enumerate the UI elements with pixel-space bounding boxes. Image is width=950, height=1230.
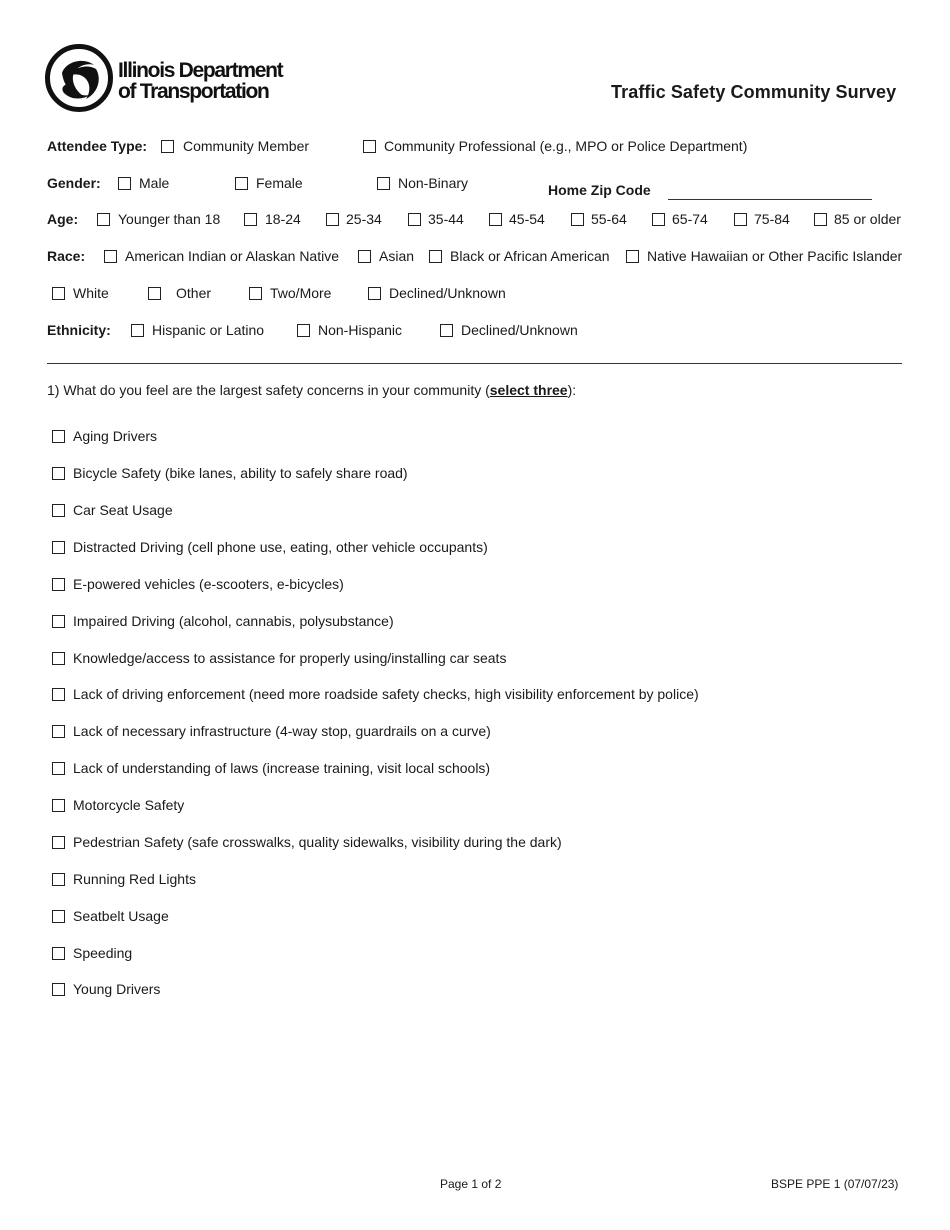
checkbox-q1-option[interactable] (52, 947, 65, 960)
option-label: American Indian or Alaskan Native (125, 248, 339, 264)
ethnicity-label: Ethnicity: (47, 322, 111, 338)
checkbox-age-35-44[interactable] (408, 213, 421, 226)
option-label: Native Hawaiian or Other Pacific Islander (647, 248, 903, 264)
logo-line-2: of Transportation (118, 80, 269, 103)
option-label: White (73, 285, 109, 301)
option-label: Declined/Unknown (389, 285, 506, 301)
checkbox-age-75-84[interactable] (734, 213, 747, 226)
checkbox-q1-option[interactable] (52, 430, 65, 443)
checkbox-race-two-more[interactable] (249, 287, 262, 300)
logo-wordmark (118, 60, 282, 102)
option-label: Community Professional (e.g., MPO or Police Department) (384, 138, 748, 154)
checkbox-race-native-hawaiian[interactable] (626, 250, 639, 263)
checkbox-age-under-18[interactable] (97, 213, 110, 226)
gender-label: Gender: (47, 175, 101, 191)
checkbox-q1-option[interactable] (52, 873, 65, 886)
q1-option-label: Lack of understanding of laws (increase training, visit local schools) (73, 760, 491, 776)
q1-option-label: Impaired Driving (alcohol, cannabis, polysubstance) (73, 613, 394, 629)
checkbox-age-18-24[interactable] (244, 213, 257, 226)
option-label: Two/More (270, 285, 332, 301)
checkbox-gender-non-binary[interactable] (377, 177, 390, 190)
home-zip-label: Home Zip Code (548, 182, 651, 198)
checkbox-race-asian[interactable] (358, 250, 371, 263)
question-1-emphasis: select three (489, 382, 568, 398)
q1-option-label: Motorcycle Safety (73, 797, 185, 813)
checkbox-race-black[interactable] (429, 250, 442, 263)
checkbox-gender-female[interactable] (235, 177, 248, 190)
checkbox-q1-option[interactable] (52, 725, 65, 738)
race-label: Race: (47, 248, 86, 264)
idot-logo-icon (44, 43, 114, 113)
q1-option-label: Lack of necessary infrastructure (4-way stop, guardrails on a curve) (73, 723, 491, 739)
q1-option-label: Speeding (73, 945, 133, 961)
section-divider (47, 363, 902, 364)
checkbox-race-other[interactable] (148, 287, 161, 300)
checkbox-race-white[interactable] (52, 287, 65, 300)
checkbox-age-55-64[interactable] (571, 213, 584, 226)
page-number: Page 1 of 2 (440, 1177, 502, 1191)
option-label: 45-54 (509, 211, 545, 227)
option-label: Other (176, 285, 212, 301)
option-label: 75-84 (754, 211, 790, 227)
home-zip-field[interactable] (668, 199, 872, 200)
option-label: 85 or older (834, 211, 901, 227)
q1-option-label: Seatbelt Usage (73, 908, 169, 924)
option-label: Younger than 18 (118, 211, 221, 227)
checkbox-race-declined[interactable] (368, 287, 381, 300)
q1-option-label: Aging Drivers (73, 428, 158, 444)
question-1-prompt (47, 382, 576, 398)
checkbox-ethnicity-hispanic[interactable] (131, 324, 144, 337)
option-label: Asian (379, 248, 415, 264)
option-label: 65-74 (672, 211, 708, 227)
checkbox-q1-option[interactable] (52, 652, 65, 665)
checkbox-ethnicity-non-hispanic[interactable] (297, 324, 310, 337)
checkbox-q1-option[interactable] (52, 762, 65, 775)
checkbox-q1-option[interactable] (52, 541, 65, 554)
checkbox-q1-option[interactable] (52, 799, 65, 812)
option-label: Hispanic or Latino (152, 322, 265, 338)
q1-option-label: Distracted Driving (cell phone use, eating, other vehicle occupants) (73, 539, 488, 555)
checkbox-age-45-54[interactable] (489, 213, 502, 226)
checkbox-q1-option[interactable] (52, 688, 65, 701)
checkbox-age-25-34[interactable] (326, 213, 339, 226)
q1-option-label: Running Red Lights (73, 871, 196, 887)
checkbox-q1-option[interactable] (52, 578, 65, 591)
question-1-prefix: 1) What do you feel are the largest safety concerns in your community ( (47, 382, 490, 398)
checkbox-q1-option[interactable] (52, 836, 65, 849)
page-title: Traffic Safety Community Survey (611, 82, 897, 102)
q1-option-label: Bicycle Safety (bike lanes, ability to safely share road) (73, 465, 408, 481)
checkbox-q1-option[interactable] (52, 910, 65, 923)
option-label: Non-Binary (398, 175, 469, 191)
checkbox-q1-option[interactable] (52, 983, 65, 996)
question-1-suffix: ): (567, 382, 577, 398)
option-label: Community Member (183, 138, 310, 154)
checkbox-q1-option[interactable] (52, 615, 65, 628)
form-id: BSPE PPE 1 (07/07/23) (771, 1177, 899, 1191)
logo-line-1: Illinois Department (118, 59, 283, 82)
checkbox-gender-male[interactable] (118, 177, 131, 190)
option-label: 18-24 (265, 211, 301, 227)
q1-option-label: Car Seat Usage (73, 502, 173, 518)
q1-option-label: Young Drivers (73, 981, 161, 997)
checkbox-attendee-community-professional[interactable] (363, 140, 376, 153)
checkbox-attendee-community-member[interactable] (161, 140, 174, 153)
checkbox-age-65-74[interactable] (652, 213, 665, 226)
option-label: Female (256, 175, 303, 191)
option-label: Declined/Unknown (461, 322, 578, 338)
checkbox-race-american-indian[interactable] (104, 250, 117, 263)
checkbox-q1-option[interactable] (52, 467, 65, 480)
q1-option-label: E-powered vehicles (e-scooters, e-bicycles) (73, 576, 344, 592)
option-label: Male (139, 175, 170, 191)
attendee-type-label: Attendee Type: (47, 138, 148, 154)
option-label: 35-44 (428, 211, 464, 227)
q1-option-label: Knowledge/access to assistance for properly using/installing car seats (73, 650, 507, 666)
checkbox-ethnicity-declined[interactable] (440, 324, 453, 337)
option-label: Non-Hispanic (318, 322, 403, 338)
q1-option-label: Pedestrian Safety (safe crosswalks, quality sidewalks, visibility during the dark) (73, 834, 562, 850)
option-label: 55-64 (591, 211, 627, 227)
checkbox-age-85-older[interactable] (814, 213, 827, 226)
checkbox-q1-option[interactable] (52, 504, 65, 517)
q1-option-label: Lack of driving enforcement (need more roadside safety checks, high visibility enforcement by police) (73, 686, 699, 702)
option-label: Black or African American (450, 248, 610, 264)
option-label: 25-34 (346, 211, 382, 227)
age-label: Age: (47, 211, 79, 227)
